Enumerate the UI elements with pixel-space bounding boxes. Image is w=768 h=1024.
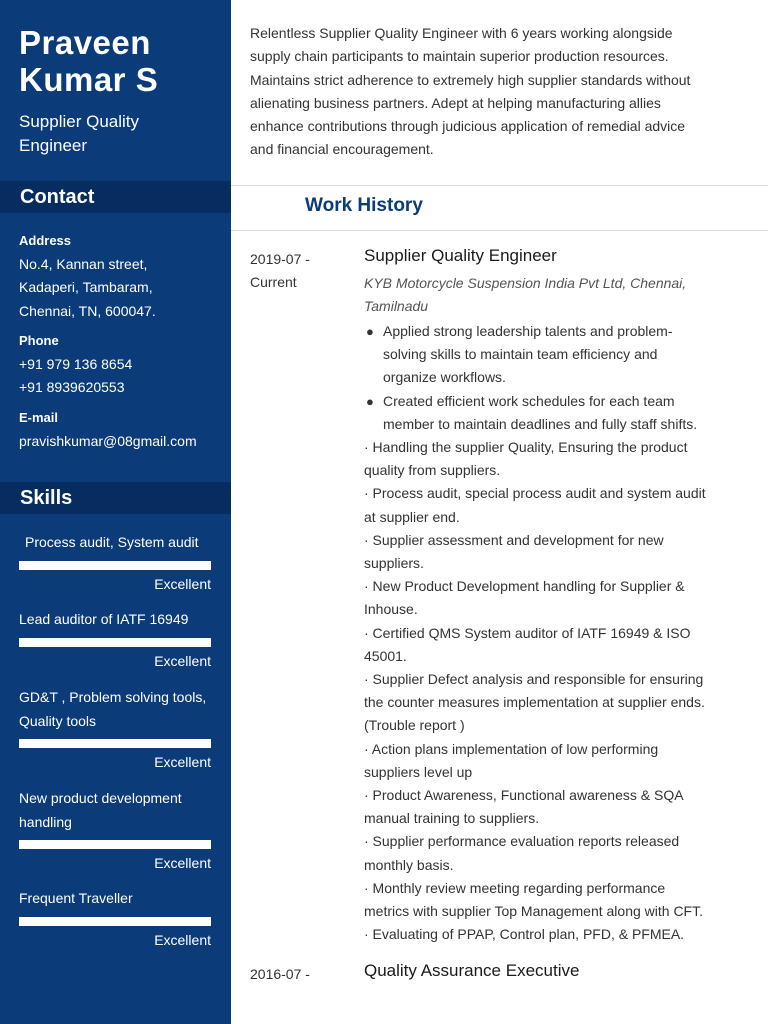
- skill-level-label: Excellent: [154, 931, 211, 948]
- description-line: · Monthly review meeting regarding performance: [364, 879, 666, 896]
- main-content: [231, 0, 768, 1024]
- skill-name: handling: [19, 813, 72, 830]
- skill-level-label: Excellent: [154, 652, 211, 669]
- phone-label: Phone: [19, 333, 59, 348]
- title-line: Engineer: [19, 136, 88, 155]
- date-line: 2019-07 -: [250, 251, 310, 267]
- contact-address: [19, 229, 224, 323]
- bullet-line: Created efficient work schedules for each team: [383, 392, 675, 409]
- job-bullet: [366, 320, 756, 390]
- skill-item: [19, 787, 211, 876]
- description-line: · Handling the supplier Quality, Ensuring the product: [364, 439, 688, 456]
- contact-heading: Contact: [0, 181, 231, 213]
- job-title: Supplier Quality Engineer: [364, 246, 557, 265]
- section-divider: [231, 230, 768, 231]
- skill-item: [19, 531, 211, 596]
- job-dates: [250, 963, 350, 986]
- bullet-icon: ●: [366, 324, 374, 339]
- bullet-line: organize workflows.: [383, 369, 506, 386]
- skill-level-label: Excellent: [154, 855, 211, 871]
- contact-phone: [19, 329, 224, 400]
- bullet-line: member to maintain deadlines and fully staff shifts.: [383, 415, 698, 432]
- email-address[interactable]: pravishkumar@08gmail.com: [19, 432, 197, 449]
- skill-level-label: Excellent: [154, 575, 211, 592]
- summary-line: and financial encouragement.: [250, 141, 434, 158]
- summary-line: Maintains strict adherence to extremely high supplier standards without: [250, 71, 691, 88]
- skill-level-label: Excellent: [154, 754, 211, 770]
- skill-name: Lead auditor of IATF 16949: [19, 611, 189, 627]
- skill-item: [19, 686, 211, 775]
- description-line: quality from suppliers.: [364, 462, 501, 479]
- email-label: E-mail: [19, 410, 59, 425]
- description-line: metrics with supplier Top Management along with CFT.: [364, 903, 704, 920]
- job-details: [364, 963, 756, 982]
- description-line: · New Product Development handling for Supplier &: [364, 578, 685, 595]
- phone-number[interactable]: +91 979 136 8654: [19, 355, 133, 372]
- job-bullets: [364, 320, 756, 436]
- description-line: 45001.: [364, 647, 407, 664]
- professional-summary: [250, 22, 755, 162]
- phone-number[interactable]: +91 8939620553: [19, 379, 125, 395]
- skill-name: Quality tools: [19, 712, 97, 729]
- description-line: the counter measures implementation at supplier ends.: [364, 694, 705, 711]
- candidate-name: [19, 24, 224, 98]
- skill-name: New product development: [19, 790, 182, 806]
- skill-name: Process audit, System audit: [25, 534, 199, 550]
- bullet-line: Applied strong leadership talents and problem-: [383, 323, 673, 339]
- skill-name: Frequent Traveller: [19, 890, 133, 906]
- candidate-title: [19, 110, 224, 158]
- address-line: Chennai, TN, 600047.: [19, 302, 156, 319]
- section-divider: [231, 185, 768, 186]
- company-name: [364, 272, 756, 318]
- description-line: · Certified QMS System auditor of IATF 16949 & ISO: [364, 624, 691, 641]
- description-line: manual training to suppliers.: [364, 810, 540, 827]
- skill-item: [19, 608, 211, 673]
- description-line: suppliers.: [364, 555, 424, 572]
- skill-item: [19, 887, 211, 952]
- sidebar: [0, 0, 231, 1024]
- date-line: Current: [250, 274, 297, 290]
- description-line: monthly basis.: [364, 856, 454, 873]
- summary-line: alienating business partners. Adept at helping manufacturing allies: [250, 94, 661, 111]
- description-line: · Supplier Defect analysis and responsible for ensuring: [364, 671, 704, 688]
- company-line: Tamilnadu: [364, 298, 429, 314]
- job-dates: [250, 248, 350, 294]
- job-bullet: [366, 390, 756, 436]
- description-line: at supplier end.: [364, 508, 460, 525]
- skills-heading: Skills: [0, 482, 231, 514]
- description-line: · Product Awareness, Functional awareness & SQA: [364, 787, 684, 804]
- summary-line: enhance contributions through judicious application of remedial advice: [250, 118, 686, 135]
- skill-level-bar: [19, 561, 211, 570]
- description-line: Inhouse.: [364, 601, 418, 618]
- name-line: Kumar S: [19, 61, 159, 98]
- summary-line: Relentless Supplier Quality Engineer with 6 years working alongside: [250, 25, 673, 41]
- job-details: [364, 248, 756, 946]
- summary-line: supply chain participants to maintain superior production resources.: [250, 48, 669, 65]
- bullet-icon: ●: [366, 393, 374, 409]
- skill-level-bar: [19, 917, 211, 926]
- description-line: (Trouble report ): [364, 717, 465, 734]
- job-title: Quality Assurance Executive: [364, 961, 580, 980]
- skill-level-bar: [19, 739, 211, 748]
- title-line: Supplier Quality: [19, 112, 140, 131]
- description-line: · Action plans implementation of low performing: [364, 740, 659, 757]
- address-line: No.4, Kannan street,: [19, 255, 148, 272]
- date-line: 2016-07 -: [250, 966, 310, 982]
- skill-level-bar: [19, 840, 211, 849]
- name-line: Praveen: [19, 24, 151, 61]
- address-line: Kadaperi, Tambaram,: [19, 279, 153, 295]
- contact-email: [19, 406, 224, 453]
- description-line: · Supplier assessment and development for new: [364, 531, 664, 548]
- description-line: · Process audit, special process audit and system audit: [364, 485, 706, 502]
- company-line: KYB Motorcycle Suspension India Pvt Ltd, Chennai,: [364, 275, 687, 291]
- skill-level-bar: [19, 638, 211, 647]
- address-label: Address: [19, 233, 72, 248]
- description-line: · Supplier performance evaluation reports released: [364, 833, 680, 850]
- skill-name: GD&T , Problem solving tools,: [19, 689, 207, 705]
- work-history-heading: Work History: [305, 195, 423, 216]
- bullet-line: solving skills to maintain team efficiency and: [383, 346, 658, 363]
- job-description: [364, 436, 756, 946]
- description-line: · Evaluating of PPAP, Control plan, PFD, & PFMEA.: [364, 926, 685, 943]
- description-line: suppliers level up: [364, 763, 473, 780]
